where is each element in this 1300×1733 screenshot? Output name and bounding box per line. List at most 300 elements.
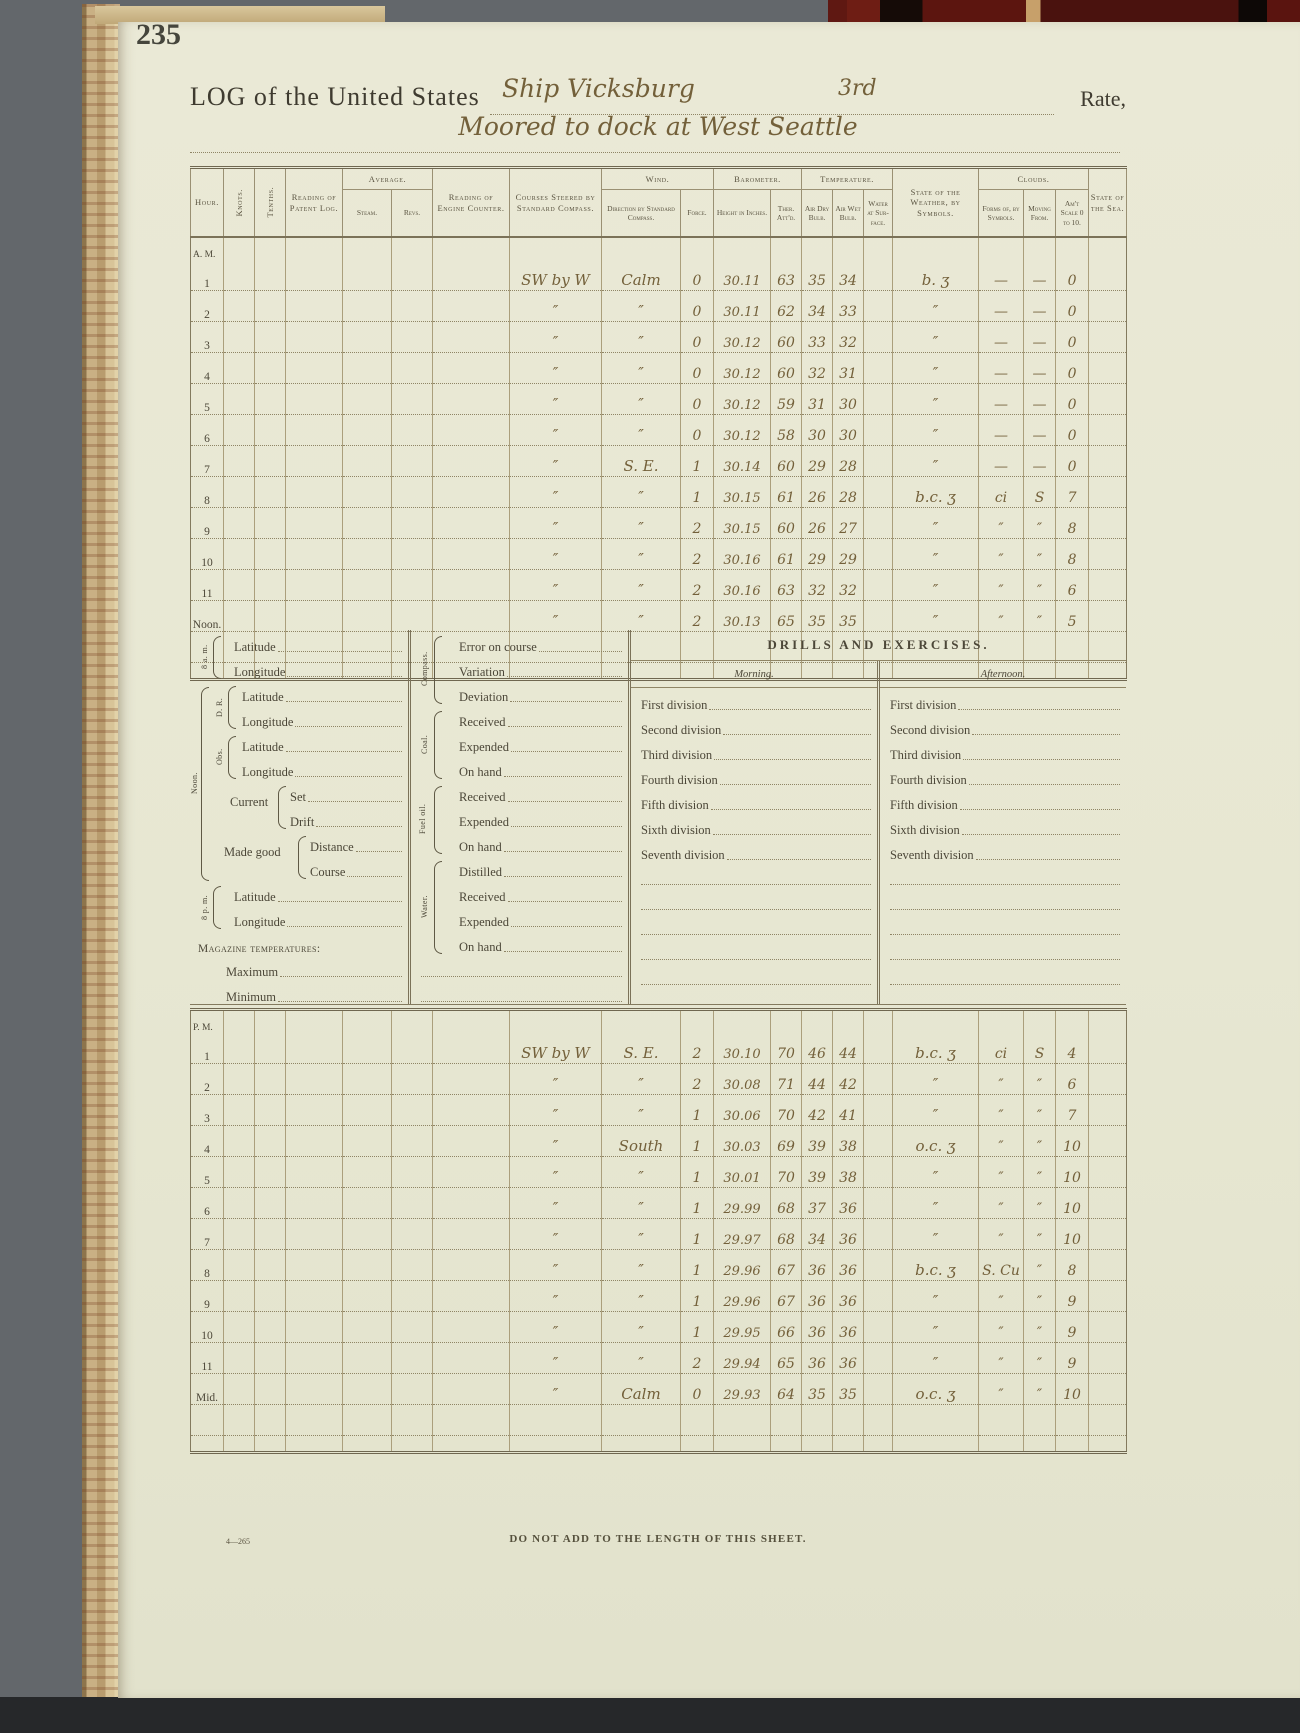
dotted-line bbox=[280, 976, 402, 977]
col-group-clouds: Clouds. bbox=[979, 168, 1089, 190]
log-row bbox=[191, 384, 1127, 415]
cell-wind_dir: ″ bbox=[602, 1219, 681, 1250]
cell-patent bbox=[286, 291, 343, 322]
cell-amt: 0 bbox=[1056, 353, 1089, 384]
cell-dry: 39 bbox=[802, 1126, 833, 1157]
cell-revs bbox=[392, 322, 433, 353]
cell-revs bbox=[392, 1281, 433, 1312]
cell-hour: 8 bbox=[191, 477, 224, 508]
cell-courses: ″ bbox=[510, 570, 602, 601]
cell-ther: 70 bbox=[771, 1157, 802, 1188]
cell-height: 29.95 bbox=[714, 1312, 771, 1343]
cell-patent bbox=[286, 446, 343, 477]
cell-forms: ″ bbox=[979, 508, 1024, 539]
cell-steam bbox=[343, 1010, 392, 1034]
cell-sea bbox=[1089, 1126, 1127, 1157]
cell-engine bbox=[433, 260, 510, 291]
cell-water bbox=[864, 1095, 893, 1126]
cell-dry bbox=[802, 1405, 833, 1436]
supply-row bbox=[411, 880, 628, 905]
cell-force bbox=[681, 1436, 714, 1453]
col-header-dry-bulb: Air Dry Bulb. bbox=[802, 190, 833, 238]
dotted-line bbox=[890, 909, 1120, 910]
blank-row bbox=[631, 938, 877, 963]
cell-courses: ″ bbox=[510, 384, 602, 415]
dotted-line bbox=[511, 926, 622, 927]
cell-courses: ″ bbox=[510, 353, 602, 384]
cell-water bbox=[864, 1064, 893, 1095]
cell-ther: 70 bbox=[771, 1095, 802, 1126]
group-label-observed: Obs. bbox=[215, 748, 224, 766]
cell-wind_dir: ″ bbox=[602, 1250, 681, 1281]
cell-water bbox=[864, 446, 893, 477]
division-label: Sixth division bbox=[641, 823, 711, 837]
cell-revs bbox=[392, 415, 433, 446]
cell-tenths bbox=[255, 322, 286, 353]
cell-sea bbox=[1089, 1033, 1127, 1064]
location-line bbox=[190, 110, 1126, 156]
field-label: Error on course bbox=[459, 640, 537, 654]
cell-tenths bbox=[255, 1436, 286, 1453]
cell-revs bbox=[392, 1126, 433, 1157]
cell-engine bbox=[433, 353, 510, 384]
supply-row bbox=[411, 855, 628, 880]
cell-tenths bbox=[255, 1281, 286, 1312]
cell-courses: ″ bbox=[510, 1188, 602, 1219]
cell-forms: ″ bbox=[979, 539, 1024, 570]
cell-knots bbox=[224, 1343, 255, 1374]
col-header-revs: Revs. bbox=[392, 190, 433, 238]
cell-moving: ″ bbox=[1024, 1250, 1056, 1281]
cell-wet: 36 bbox=[833, 1343, 864, 1374]
cell-height: 30.12 bbox=[714, 353, 771, 384]
cell-wind_dir: ″ bbox=[602, 1312, 681, 1343]
cell-revs bbox=[392, 1312, 433, 1343]
division-row bbox=[631, 738, 877, 763]
cell-water bbox=[864, 1188, 893, 1219]
group-label-8pm: 8 p. m. bbox=[200, 894, 209, 920]
cell-amt: 0 bbox=[1056, 446, 1089, 477]
cell-hour: Noon. bbox=[191, 601, 224, 632]
cell-dry: 33 bbox=[802, 322, 833, 353]
log-row bbox=[191, 1219, 1127, 1250]
cell-courses: ″ bbox=[510, 601, 602, 632]
log-row bbox=[191, 1405, 1127, 1436]
cell-height: 30.16 bbox=[714, 570, 771, 601]
am-rows bbox=[191, 237, 1127, 680]
division-row bbox=[631, 813, 877, 838]
cell-dry bbox=[802, 1436, 833, 1453]
cell-wind_dir: ″ bbox=[602, 508, 681, 539]
dotted-line bbox=[295, 776, 402, 777]
cell-tenths bbox=[255, 1219, 286, 1250]
cell-courses: ″ bbox=[510, 1250, 602, 1281]
cell-sea bbox=[1089, 1343, 1127, 1374]
nav-row bbox=[190, 955, 408, 980]
division-label: Fifth division bbox=[641, 798, 709, 812]
dotted-line bbox=[969, 784, 1120, 785]
cell-force: 1 bbox=[681, 1281, 714, 1312]
cell-forms: ″ bbox=[979, 1281, 1024, 1312]
col-group-wind: Wind. bbox=[602, 168, 714, 190]
cell-sea bbox=[1089, 1405, 1127, 1436]
cell-ther bbox=[771, 1405, 802, 1436]
field-label: Received bbox=[459, 790, 506, 804]
cell-water bbox=[864, 1312, 893, 1343]
cell-knots bbox=[224, 322, 255, 353]
cell-hour: 11 bbox=[191, 1343, 224, 1374]
cell-water bbox=[864, 384, 893, 415]
cell-amt: 10 bbox=[1056, 1374, 1089, 1405]
blank-row bbox=[631, 888, 877, 913]
cell-knots bbox=[224, 477, 255, 508]
col-header-tenths: Tenths. bbox=[255, 168, 286, 238]
division-label: Second division bbox=[890, 723, 971, 737]
cell-revs bbox=[392, 508, 433, 539]
cell-forms: ″ bbox=[979, 1095, 1024, 1126]
cell-weather: ″ bbox=[893, 1219, 979, 1250]
cell-courses: ″ bbox=[510, 477, 602, 508]
cell-forms: — bbox=[979, 291, 1024, 322]
col-header-weather: State of the Weather, by Symbols. bbox=[893, 168, 979, 238]
cell-forms: — bbox=[979, 446, 1024, 477]
cell-amt: 9 bbox=[1056, 1281, 1089, 1312]
cell-height: 30.10 bbox=[714, 1033, 771, 1064]
cell-wind_dir: ″ bbox=[602, 322, 681, 353]
cell-revs bbox=[392, 237, 433, 260]
cell-wet: 36 bbox=[833, 1312, 864, 1343]
log-row bbox=[191, 1436, 1127, 1453]
cell-patent bbox=[286, 1281, 343, 1312]
log-row bbox=[191, 415, 1127, 446]
cell-amt: 6 bbox=[1056, 1064, 1089, 1095]
col-header-cloud-moving: Moving From. bbox=[1024, 190, 1056, 238]
cell-moving: ″ bbox=[1024, 1219, 1056, 1250]
cell-engine bbox=[433, 539, 510, 570]
blank-row bbox=[631, 863, 877, 888]
cell-ther: 61 bbox=[771, 539, 802, 570]
drills-title: DRILLS AND EXERCISES. bbox=[631, 630, 1126, 661]
form-number: 4—265 bbox=[226, 1537, 250, 1546]
dotted-line bbox=[286, 751, 402, 752]
cell-tenths bbox=[255, 353, 286, 384]
cell-moving: S bbox=[1024, 1033, 1056, 1064]
cell-wet: 27 bbox=[833, 508, 864, 539]
cell-wind_dir: ″ bbox=[602, 1343, 681, 1374]
cell-amt: 6 bbox=[1056, 570, 1089, 601]
dotted-line bbox=[295, 726, 402, 727]
cell-weather bbox=[893, 1010, 979, 1034]
cell-weather: ″ bbox=[893, 322, 979, 353]
cell-tenths bbox=[255, 1374, 286, 1405]
cell-tenths bbox=[255, 1010, 286, 1034]
cell-wet: 30 bbox=[833, 384, 864, 415]
cell-hour: 6 bbox=[191, 415, 224, 446]
cell-hour: 9 bbox=[191, 508, 224, 539]
cell-height: 29.99 bbox=[714, 1188, 771, 1219]
cell-revs bbox=[392, 1405, 433, 1436]
cell-forms: ″ bbox=[979, 1126, 1024, 1157]
cell-amt: 8 bbox=[1056, 508, 1089, 539]
cell-wet: 35 bbox=[833, 1374, 864, 1405]
cell-force: 0 bbox=[681, 322, 714, 353]
cell-force: 1 bbox=[681, 1095, 714, 1126]
cell-steam bbox=[343, 477, 392, 508]
col-header-wet-bulb: Air Wet Bulb. bbox=[833, 190, 864, 238]
division-label: Seventh division bbox=[890, 848, 974, 862]
cell-force: 2 bbox=[681, 1033, 714, 1064]
cell-wet: 36 bbox=[833, 1250, 864, 1281]
col-header-courses: Courses Steered by Standard Compass. bbox=[510, 168, 602, 238]
field-label: Longitude bbox=[242, 715, 294, 729]
log-row bbox=[191, 1126, 1127, 1157]
cell-forms: ci bbox=[979, 477, 1024, 508]
log-row bbox=[191, 353, 1127, 384]
group-label-compass: Compass. bbox=[420, 651, 429, 687]
col-header-engine-counter: Reading of Engine Counter. bbox=[433, 168, 510, 238]
cell-amt: 0 bbox=[1056, 384, 1089, 415]
cell-tenths bbox=[255, 1188, 286, 1219]
cell-hour: 10 bbox=[191, 539, 224, 570]
cell-force: 2 bbox=[681, 570, 714, 601]
cell-weather: ″ bbox=[893, 1095, 979, 1126]
log-row bbox=[191, 601, 1127, 632]
cell-force bbox=[681, 237, 714, 260]
cell-height: 30.15 bbox=[714, 508, 771, 539]
cell-force: 1 bbox=[681, 1188, 714, 1219]
navigation-panel bbox=[190, 630, 408, 1004]
field-label: Latitude bbox=[242, 740, 284, 754]
cell-height bbox=[714, 237, 771, 260]
cell-courses: SW by W bbox=[510, 1033, 602, 1064]
cell-engine bbox=[433, 1219, 510, 1250]
cell-amt bbox=[1056, 1405, 1089, 1436]
cell-amt: 9 bbox=[1056, 1343, 1089, 1374]
cell-wet: 36 bbox=[833, 1188, 864, 1219]
cell-moving: S bbox=[1024, 477, 1056, 508]
cell-knots bbox=[224, 1157, 255, 1188]
cell-steam bbox=[343, 384, 392, 415]
cell-sea bbox=[1089, 539, 1127, 570]
cell-sea bbox=[1089, 260, 1127, 291]
cell-engine bbox=[433, 1188, 510, 1219]
cell-height bbox=[714, 1010, 771, 1034]
cell-knots bbox=[224, 508, 255, 539]
bracket bbox=[228, 736, 236, 779]
bracket bbox=[434, 786, 442, 854]
cell-weather: ″ bbox=[893, 1157, 979, 1188]
cell-sea bbox=[1089, 1219, 1127, 1250]
cell-water bbox=[864, 415, 893, 446]
dotted-line bbox=[504, 951, 622, 952]
dotted-line bbox=[190, 152, 1120, 153]
cell-revs bbox=[392, 260, 433, 291]
division-label: Second division bbox=[641, 723, 722, 737]
log-row bbox=[191, 322, 1127, 353]
cell-water bbox=[864, 260, 893, 291]
cell-amt: 9 bbox=[1056, 1312, 1089, 1343]
col-header-cloud-forms: Forms of, by Symbols. bbox=[979, 190, 1024, 238]
cell-water bbox=[864, 1010, 893, 1034]
cell-knots bbox=[224, 1436, 255, 1453]
supply-row bbox=[411, 905, 628, 930]
cell-wind_dir: ″ bbox=[602, 1095, 681, 1126]
cell-hour: 4 bbox=[191, 353, 224, 384]
cell-water bbox=[864, 1033, 893, 1064]
blank-row bbox=[411, 955, 628, 980]
cell-knots bbox=[224, 1219, 255, 1250]
cell-ther: 69 bbox=[771, 1126, 802, 1157]
field-label: Latitude bbox=[242, 690, 284, 704]
cell-forms: — bbox=[979, 353, 1024, 384]
dotted-line bbox=[958, 709, 1120, 710]
cell-ther bbox=[771, 237, 802, 260]
cell-wet: 32 bbox=[833, 322, 864, 353]
cell-tenths bbox=[255, 291, 286, 322]
cell-moving: ″ bbox=[1024, 539, 1056, 570]
cell-tenths bbox=[255, 1343, 286, 1374]
cell-courses bbox=[510, 237, 602, 260]
cell-weather bbox=[893, 1405, 979, 1436]
cell-engine bbox=[433, 1010, 510, 1034]
cell-revs bbox=[392, 1219, 433, 1250]
col-group-temperature: Temperature. bbox=[802, 168, 893, 190]
cell-height: 30.01 bbox=[714, 1157, 771, 1188]
log-row bbox=[191, 1010, 1127, 1034]
cell-sea bbox=[1089, 1281, 1127, 1312]
cell-dry: 46 bbox=[802, 1033, 833, 1064]
cell-wind_dir: ″ bbox=[602, 601, 681, 632]
cell-hour bbox=[191, 1405, 224, 1436]
cell-moving: ″ bbox=[1024, 1095, 1056, 1126]
cell-forms bbox=[979, 1436, 1024, 1453]
cell-moving: — bbox=[1024, 291, 1056, 322]
cell-tenths bbox=[255, 1033, 286, 1064]
cell-tenths bbox=[255, 237, 286, 260]
col-header-patent-log: Reading of Patent Log. bbox=[286, 168, 343, 238]
division-row bbox=[631, 838, 877, 863]
cell-patent bbox=[286, 1219, 343, 1250]
cell-amt: 0 bbox=[1056, 415, 1089, 446]
dotted-line bbox=[508, 801, 622, 802]
cell-knots bbox=[224, 1250, 255, 1281]
cell-dry: 39 bbox=[802, 1157, 833, 1188]
cell-moving: — bbox=[1024, 446, 1056, 477]
cell-patent bbox=[286, 384, 343, 415]
blank-row bbox=[880, 913, 1126, 938]
cell-revs bbox=[392, 1250, 433, 1281]
cell-wet: 31 bbox=[833, 353, 864, 384]
cell-revs bbox=[392, 1436, 433, 1453]
col-header-baro-height: Height in Inches. bbox=[714, 190, 771, 238]
division-label: First division bbox=[641, 698, 708, 712]
cell-revs bbox=[392, 477, 433, 508]
field-label: Expended bbox=[459, 915, 509, 929]
division-label: First division bbox=[890, 698, 957, 712]
magazine-temperatures-label: Magazine temperatures: bbox=[198, 943, 321, 955]
cell-patent bbox=[286, 508, 343, 539]
cell-height: 30.13 bbox=[714, 601, 771, 632]
cell-force: 1 bbox=[681, 1250, 714, 1281]
col-header-ther-attd: Ther. Att'd. bbox=[771, 190, 802, 238]
cell-amt: 4 bbox=[1056, 1033, 1089, 1064]
cell-moving bbox=[1024, 1010, 1056, 1034]
cell-sea bbox=[1089, 477, 1127, 508]
division-row bbox=[880, 763, 1126, 788]
nav-row bbox=[190, 880, 408, 905]
cell-knots bbox=[224, 260, 255, 291]
cell-tenths bbox=[255, 260, 286, 291]
cell-height bbox=[714, 1436, 771, 1453]
cell-weather: ″ bbox=[893, 291, 979, 322]
cell-water bbox=[864, 1374, 893, 1405]
dotted-line bbox=[711, 809, 871, 810]
page-number: 235 bbox=[136, 18, 181, 51]
nav-row bbox=[190, 630, 408, 655]
cell-courses: ″ bbox=[510, 539, 602, 570]
cell-wind_dir: ″ bbox=[602, 1281, 681, 1312]
cell-height: 29.96 bbox=[714, 1250, 771, 1281]
cell-sea bbox=[1089, 1188, 1127, 1219]
cell-amt: 8 bbox=[1056, 539, 1089, 570]
cell-water bbox=[864, 477, 893, 508]
dotted-line bbox=[720, 784, 871, 785]
dotted-line bbox=[287, 926, 402, 927]
cell-amt: 10 bbox=[1056, 1219, 1089, 1250]
log-row bbox=[191, 1343, 1127, 1374]
cell-moving: — bbox=[1024, 384, 1056, 415]
field-label: Expended bbox=[459, 815, 509, 829]
cell-steam bbox=[343, 539, 392, 570]
current-label: Current bbox=[230, 795, 269, 809]
cell-sea bbox=[1089, 1374, 1127, 1405]
cell-knots bbox=[224, 1033, 255, 1064]
cell-wet: 28 bbox=[833, 446, 864, 477]
cell-wet bbox=[833, 1436, 864, 1453]
supply-row bbox=[411, 730, 628, 755]
cell-ther: 68 bbox=[771, 1188, 802, 1219]
cell-courses: ″ bbox=[510, 1126, 602, 1157]
cell-height: 30.06 bbox=[714, 1095, 771, 1126]
cell-hour: 5 bbox=[191, 384, 224, 415]
division-label: Fifth division bbox=[890, 798, 958, 812]
cell-patent bbox=[286, 1312, 343, 1343]
cell-ther: 65 bbox=[771, 1343, 802, 1374]
cell-moving: — bbox=[1024, 260, 1056, 291]
cell-courses: ″ bbox=[510, 291, 602, 322]
cell-wet: 34 bbox=[833, 260, 864, 291]
cell-weather: b.c. ʒ bbox=[893, 1033, 979, 1064]
cell-forms: S. Cu bbox=[979, 1250, 1024, 1281]
cell-wet: 36 bbox=[833, 1281, 864, 1312]
cell-knots bbox=[224, 1405, 255, 1436]
cell-patent bbox=[286, 1436, 343, 1453]
pm-rows bbox=[191, 1010, 1127, 1453]
cell-engine bbox=[433, 1343, 510, 1374]
cell-steam bbox=[343, 1405, 392, 1436]
cell-knots bbox=[224, 570, 255, 601]
cell-wet: 41 bbox=[833, 1095, 864, 1126]
cell-tenths bbox=[255, 508, 286, 539]
cell-forms: ″ bbox=[979, 601, 1024, 632]
dotted-line bbox=[504, 876, 622, 877]
cell-knots bbox=[224, 384, 255, 415]
division-row bbox=[880, 838, 1126, 863]
field-label: Deviation bbox=[459, 690, 509, 704]
drills-columns bbox=[631, 661, 1126, 1004]
cell-hour: 1 bbox=[191, 260, 224, 291]
cell-steam bbox=[343, 1064, 392, 1095]
